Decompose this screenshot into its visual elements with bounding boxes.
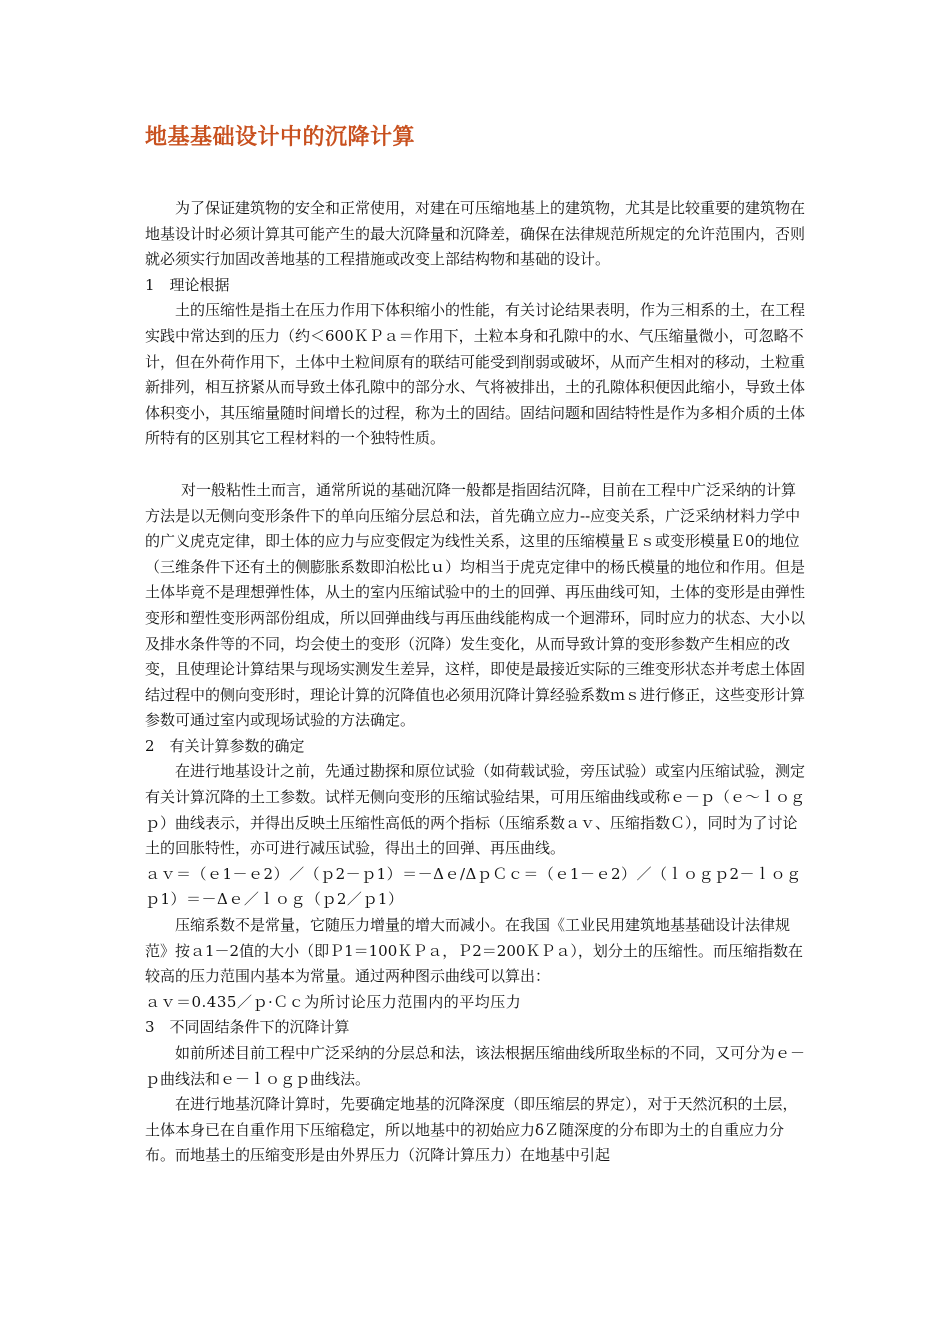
section-heading-3: 3 不同固结条件下的沉降计算 [145,1018,350,1037]
section-heading-1: 1 理论根据 [145,275,230,294]
document-body [145,196,810,1169]
paragraph-layer-method: 如前所述目前工程中广泛采纳的分层总和法，该法根据压缩曲线所取坐标的不同，又可分为ｅ－ｐ曲线法和ｅ－ｌｏｇｐ曲线法。 [145,1044,806,1088]
paragraph-consolidation: 对一般粘性土而言，通常所说的基础沉降一般都是指固结沉降，目前在工程中广泛采纳的计算方法是以无侧向变形条件下的单向压缩分层总和法，首先确立应力--应变关系，广泛采纳材料力学中的广义虎克定律，即土体的应力与应变假定为线性关系，这里的压缩模量Ｅｓ或变形模量Ｅ0的地位（三维条件下还有土的侧膨胀系数即泊松比ｕ）均相当于虎克定律中的杨氏模量的地位和作用。但是土体毕竟不是理想弹性体，从土的室内压缩试验中的土的回弹、再压曲线可知，土体的变形是由弹性变形和塑性变形两部份组成，所以回弹曲线与再压曲线能构成一个迴滞环，同时应力的状态、大小以及排水条件等的不同，均会使土的变形（沉降）发生变化，从而导致计算的变形参数产生相应的改变，且使理论计算结果与现场实测发生差异，这样，即使是最接近实际的三维变形状态并考虑土体固结过程中的侧向变形时，理论计算的沉降值也必须用沉降计算经验系数ｍｓ进行修正，这些变形计算参数可通过室内或现场试验的方法确定。 [145,480,806,730]
document-title: 地基基础设计中的沉降计算 [145,125,416,150]
section-heading-2: 2 有关计算参数的确定 [145,736,305,755]
paragraph-parameters: 在进行地基设计之前，先通过勘探和原位试验（如荷载试验，旁压试验）或室内压缩试验，测定有关计算沉降的土工参数。试样无侧向变形的压缩试验结果，可用压缩曲线或称ｅ－ｐ（ｅ～ｌｏｇｐ）曲线表示，并得出反映土压缩性高低的两个指标（压缩系数ａｖ、压缩指数Ｃ），同时为了讨论土的回胀特性，亦可进行减压试验，得出土的回弹、再压曲线。 [145,762,806,858]
intro-paragraph: 为了保证建筑物的安全和正常使用，对建在可压缩地基上的建筑物，尤其是比较重要的建筑物在地基设计时必须计算其可能产生的最大沉降量和沉降差，确保在法律规范所规定的允许范围内，否则就必须实行加固改善地基的工程措施或改变上部结构物和基础的设计。 [145,199,806,269]
paragraph-coefficient: 压缩系数不是常量，它随压力增量的增大而减小。在我国《工业民用建筑地基基础设计法律规范》按ａ1－2值的大小（即Ｐ1＝100ＫＰａ，Ｐ2＝200ＫＰａ），划分土的压缩性。而压缩指数在较高的压力范围内基本为常量。通过两种图示曲线可以算出： [145,916,803,986]
formula-compression: ａｖ＝（ｅ1－ｅ2）／（ｐ2－ｐ1）＝－Δｅ/ΔｐＣｃ＝（ｅ1－ｅ2）／（ｌｏｇｐ2－ｌｏｇｐ1）＝－Δｅ／ｌｏｇ（ｐ2／ｐ1） [145,864,802,909]
paragraph-settlement-depth: 在进行地基沉降计算时，先要确定地基的沉降深度（即压缩层的界定），对于天然沉积的土层，土体本身已在自重作用下压缩稳定，所以地基中的初始应力δＺ随深度的分布即为土的自重应力分布。而地基土的压缩变形是由外界压力（沉降计算压力）在地基中引起 [145,1095,798,1165]
formula-average: ａｖ＝0.435／ｐ·Ｃｃ为所讨论压力范围内的平均压力 [145,992,522,1011]
paragraph-theory: 土的压缩性是指土在压力作用下体积缩小的性能，有关讨论结果表明，作为三相系的土，在工程实践中常达到的压力（约＜600ＫＰａ＝作用下，土粒本身和孔隙中的水、气压缩量微小，可忽略不计，但在外荷作用下，土体中土粒间原有的联结可能受到削弱或破坏，从而产生相对的移动，土粒重新排列，相互挤紧从而导致土体孔隙中的部分水、气将被排出，土的孔隙体积便因此缩小，导致土体体积变小，其压缩量随时间增长的过程，称为土的固结。固结问题和固结特性是作为多相介质的土体所特有的区别其它工程材料的一个独特性质。 [145,301,806,448]
paragraph-gap [145,452,810,478]
